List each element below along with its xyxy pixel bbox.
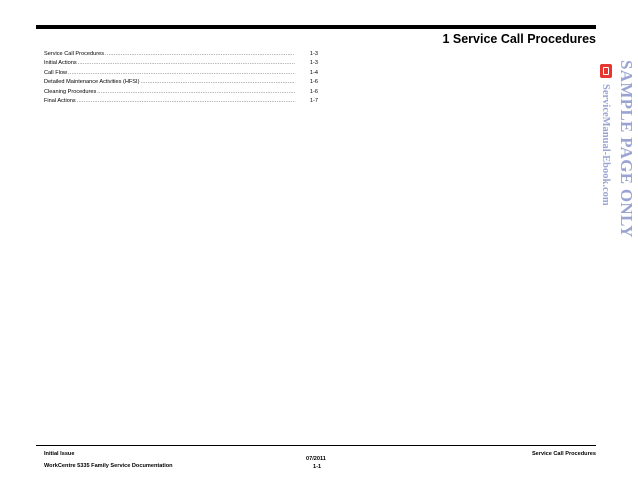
toc-entry-label: Initial Actions: [44, 60, 77, 67]
toc-entry[interactable]: [44, 78, 318, 87]
toc-entry[interactable]: [44, 59, 318, 68]
toc-entry-page: 1-4: [309, 69, 318, 76]
toc-leader-dots: [97, 88, 295, 97]
toc-entry[interactable]: [44, 88, 318, 97]
watermark-main-text: SAMPLE PAGE ONLY: [617, 60, 636, 238]
toc-entry-page: 1-3: [309, 51, 318, 57]
toc-entry[interactable]: [44, 50, 318, 59]
toc-entry-label: Cleaning Procedures: [44, 88, 97, 95]
document-logo-icon: [600, 64, 612, 78]
toc-entry-label: Final Actions: [44, 97, 76, 104]
toc-leader-dots: [77, 97, 295, 106]
toc-leader-dots: [68, 69, 295, 78]
header-rule: [36, 25, 596, 29]
toc-leader-dots: [78, 59, 295, 68]
toc-entry-page: 1-3: [309, 60, 318, 67]
toc-entry-page: 1-6: [309, 88, 318, 95]
table-of-contents: [44, 50, 318, 106]
toc-entry-label: Service Call Procedures: [44, 51, 105, 57]
footer-chapter: Service Call Procedures: [531, 451, 596, 457]
toc-leader-dots: [105, 50, 295, 59]
toc-entry-label: Call Flow: [44, 69, 68, 76]
toc-entry-page: 1-6: [309, 79, 318, 86]
toc-entry[interactable]: [44, 69, 318, 78]
watermark-site-text: ServiceManual-Ebook.com: [600, 84, 611, 206]
toc-leader-dots: [140, 78, 295, 87]
chapter-title: 1 Service Call Procedures: [442, 32, 596, 46]
toc-entry[interactable]: [44, 97, 318, 106]
footer-document-title: WorkCentre 5335 Family Service Documentation: [44, 463, 173, 469]
footer-date: 07/2011: [306, 456, 326, 462]
footer-issue: Initial Issue: [44, 451, 75, 457]
footer-rule: [36, 445, 596, 446]
toc-entry-label: Detailed Maintenance Activities (HFSI): [44, 79, 140, 86]
toc-entry-page: 1-7: [309, 97, 318, 104]
footer-page-number: 1-1: [313, 464, 322, 470]
sample-watermark: [596, 58, 638, 278]
